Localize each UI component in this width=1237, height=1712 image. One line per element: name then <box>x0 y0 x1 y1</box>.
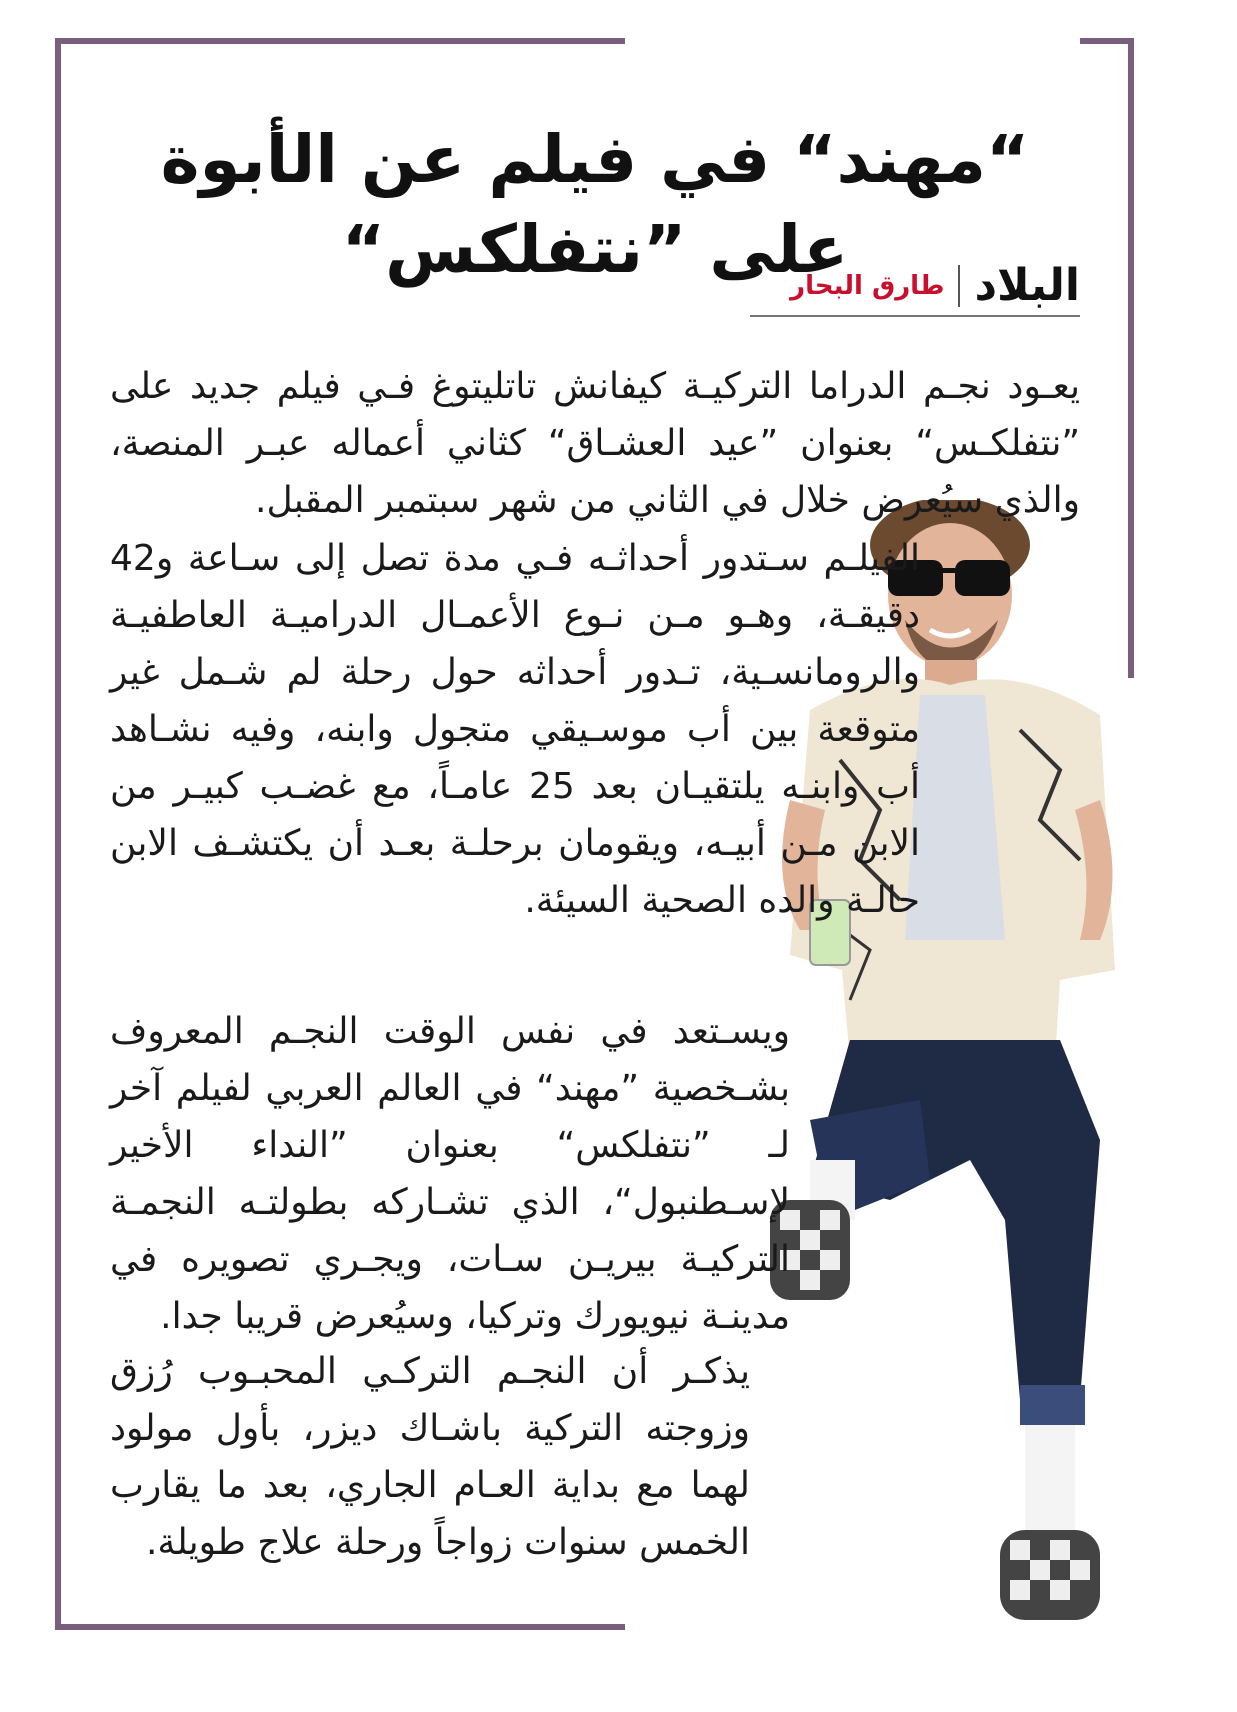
article-paragraph: ويسـتعد في نفس الوقت النجـم المعروف بشـخصية ”مهند“ في العالم العربي لفيلم آخر لـ ”نتفلكس“ بعنوان ”النداء الأخير لإسـطنبول“، الذي تشـاركه بطولتـه النجمـة التركيـة بيريـن سـات، ويجـري تصويره في مدينـة نيويورك وتركيا، وسيُعرض قريبا جدا. <box>110 1011 790 1337</box>
byline <box>750 255 1080 317</box>
author-name: طارق البحار <box>790 271 945 301</box>
article-paragraph: الفيلـم سـتدور أحداثـه فـي مدة تصل إلى سـاعة و42 دقيقـة، وهـو مـن نـوع الأعمـال الدراميـة العاطفيـة والرومانسـية، تـدور أحداثه حول رحلة لم شـمل غير متوقعة بين أب موسـيقي متجول وابنه، وفيه نشـاهد أب وابنـه يلتقيـان بعد 25 عامـاً، مع غضـب كبيـر من الابن مـن أبيـه، ويقومان برحلـة بعـد أن يكتشـف الابن حالـة والده الصحية السيئة. <box>110 538 920 921</box>
article-paragraph: يعـود نجـم الدراما التركيـة كيفانش تاتليتوغ فـي فيلم جديد على ”نتفلكـس“ بعنوان ”عيد العشـاق“ كثاني أعماله عبـر المنصة، والذي سيُعرض خلال في الثاني من شهر سبتمبر المقبل. <box>110 366 1080 521</box>
byline-underline <box>750 315 1080 317</box>
article-paragraph: يذكـر أن النجـم التركـي المحبـوب رُزق وزوجته التركية باشـاك ديزر، بأول مولود لهما مع بداية العـام الجاري، بعد ما يقارب الخمس سنوات زواجاً ورحلة علاج طويلة. <box>110 1351 750 1563</box>
frame-top-border <box>55 38 625 44</box>
frame-right-border <box>1128 38 1134 678</box>
article-headline: “مهند“ في فيلم عن الأبوة على ”نتفلكس“ <box>160 121 1030 288</box>
frame-top-right-border <box>1080 38 1134 44</box>
frame-bottom-border <box>55 1624 625 1630</box>
newspaper-logo: البلاد <box>974 260 1080 311</box>
byline-divider <box>958 265 960 307</box>
frame-left-border <box>55 38 61 1630</box>
